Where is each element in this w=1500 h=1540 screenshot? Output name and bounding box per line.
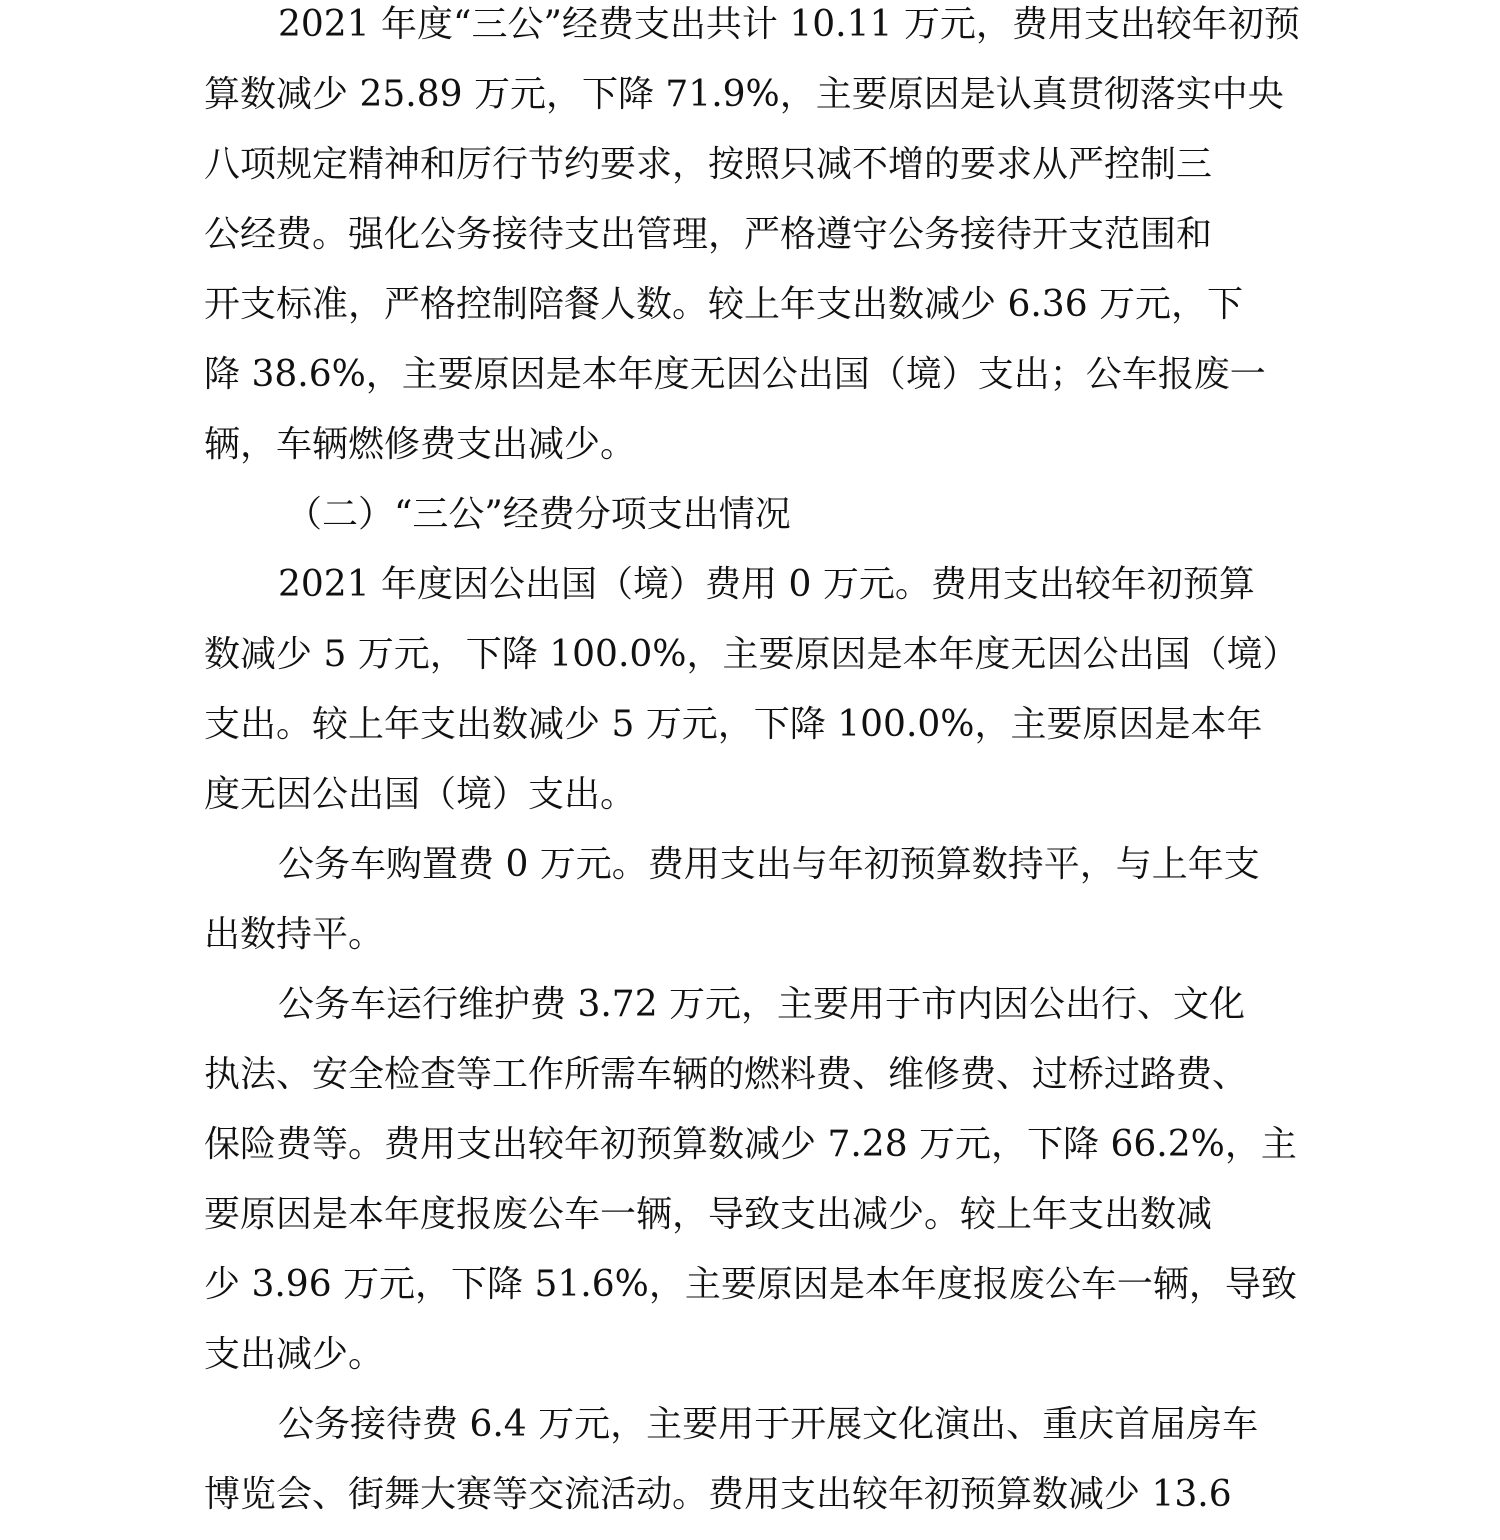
paragraph-1-line-2: 算数减少 25.89 万元，下降 71.9%，主要原因是认真贯彻落实中央 xyxy=(204,74,1284,115)
section-heading: （二）“三公”经费分项支出情况 xyxy=(286,494,791,535)
paragraph-4-line-4: 要原因是本年度报废公车一辆，导致支出减少。较上年支出数减 xyxy=(204,1194,1213,1235)
paragraph-4-line-1: 公务车运行维护费 3.72 万元，主要用于市内因公出行、文化 xyxy=(278,984,1246,1025)
paragraph-4-line-2: 执法、安全检查等工作所需车辆的燃料费、维修费、过桥过路费、 xyxy=(204,1054,1249,1095)
paragraph-1-line-6: 降 38.6%，主要原因是本年度无因公出国（境）支出；公车报废一 xyxy=(204,354,1266,395)
paragraph-2-line-1: 2021 年度因公出国（境）费用 0 万元。费用支出较年初预算 xyxy=(278,564,1255,605)
paragraph-5-line-1: 公务接待费 6.4 万元，主要用于开展文化演出、重庆首届房车 xyxy=(278,1404,1259,1445)
paragraph-1-line-1: 2021 年度“三公”经费支出共计 10.11 万元，费用支出较年初预 xyxy=(278,4,1300,45)
paragraph-3-line-2: 出数持平。 xyxy=(204,914,385,955)
paragraph-1-line-7: 辆，车辆燃修费支出减少。 xyxy=(204,424,637,465)
paragraph-1-line-4: 公经费。强化公务接待支出管理，严格遵守公务接待开支范围和 xyxy=(204,214,1213,255)
paragraph-4-line-6: 支出减少。 xyxy=(204,1334,385,1375)
paragraph-2-line-3: 支出。较上年支出数减少 5 万元，下降 100.0%，主要原因是本年 xyxy=(204,704,1263,745)
paragraph-1-line-5: 开支标准，严格控制陪餐人数。较上年支出数减少 6.36 万元，下 xyxy=(204,284,1244,325)
paragraph-2-line-2: 数减少 5 万元，下降 100.0%，主要原因是本年度无因公出国（境） xyxy=(204,634,1299,675)
paragraph-1-line-3: 八项规定精神和厉行节约要求，按照只减不增的要求从严控制三 xyxy=(204,144,1213,185)
paragraph-2-line-4: 度无因公出国（境）支出。 xyxy=(204,774,637,815)
paragraph-4-line-3: 保险费等。费用支出较年初预算数减少 7.28 万元，下降 66.2%，主 xyxy=(204,1124,1297,1165)
paragraph-3-line-1: 公务车购置费 0 万元。费用支出与年初预算数持平，与上年支 xyxy=(278,844,1260,885)
paragraph-4-line-5: 少 3.96 万元，下降 51.6%，主要原因是本年度报废公车一辆，导致 xyxy=(204,1264,1297,1305)
paragraph-5-line-2: 博览会、街舞大赛等交流活动。费用支出较年初预算数减少 13.6 xyxy=(204,1474,1232,1515)
